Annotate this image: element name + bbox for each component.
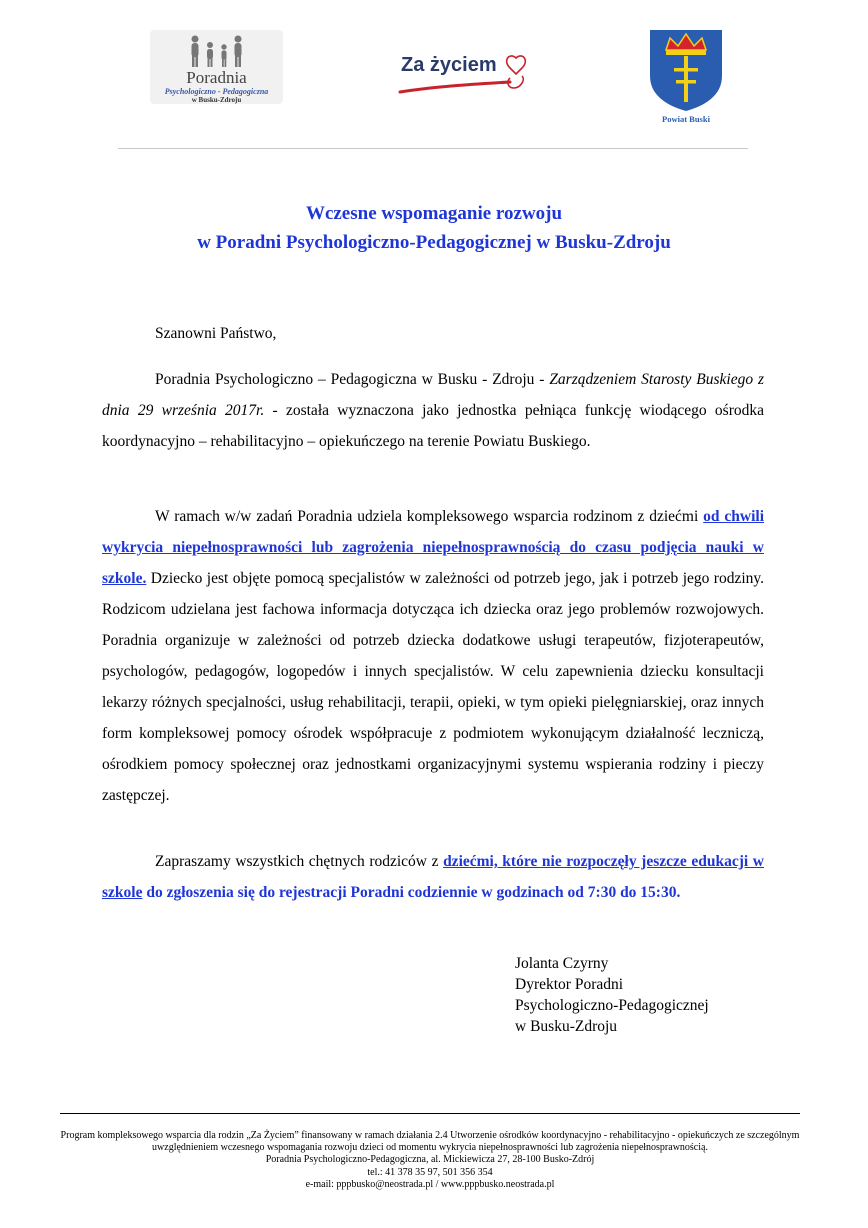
- signature-name: Jolanta Czyrny: [515, 955, 609, 972]
- footer-contact: e-mail: pppbusko@neostrada.pl / www.pppbusko.neostrada.pl: [305, 1178, 555, 1190]
- signature-role: Dyrektor Poradni: [515, 976, 624, 993]
- page-title-line1: Wczesne wspomaganie rozwoju: [305, 203, 563, 224]
- signature-block: [515, 953, 709, 1037]
- poradnia-logo: [150, 30, 283, 104]
- page-title-line2: w Poradni Psychologiczno-Pedagogicznej w Busku-Zdroju: [197, 232, 671, 253]
- header-divider: [118, 148, 748, 149]
- footer-divider: [60, 1113, 800, 1114]
- footer-phone: tel.: 41 378 35 97, 501 356 354: [367, 1166, 493, 1178]
- footer-program-info: Program kompleksowego wsparcia dla rodzin „Za Życiem” finansowany w ramach działania 2.4 Utworzenie ośrodków koordynacyjno - rehabilitacyjno - opiekuńczych ze szczególnym uwzględnieniem wczesnego wspomagania rozwoju dzieci od momentu wykrycia niepełnosprawności lub zagrożenia niepełnosprawnością.: [60, 1130, 800, 1154]
- footer-address: Poradnia Psychologiczno-Pedagogiczna, al. Mickiewicza 27, 28-100 Busko-Zdrój: [265, 1154, 595, 1166]
- letter-paragraph-2: W ramach w/w zadań Poradnia udziela kompleksowego wsparcia rodzinom z dziećmi od chwili wykrycia niepełnosprawności lub zagrożenia niepełnosprawnością do czasu podjęcia nauki w szkole. Dziecko jest objęte pomocą specjalistów w zależności od potrzeb jego, jak i potrzeb jego rodziny. Rodzicom udzielana jest fachowa informacja dotycząca ich dziecka oraz jego problemów rozwojowych. Poradnia organizuje w zależności od potrzeb dziecka dodatkowe usługi terapeutów, fizjoterapeutów, psychologów, pedagogów, logopedów i innych specjalistów. W celu zapewnienia dziecku konsultacji lekarzy różnych specjalności, usług rehabilitacji, terapii, opieki, w tym opieki pielęgniarskiej, oraz innych form kompleksowej pomocy ośrodek współpracuje z podmiotem wykonującym działalność leczniczą, ośrodkiem pomocy społecznej oraz jednostkami organizacyjnymi systemu wspierania rodziny i pieczy zastępczej.: [102, 508, 765, 804]
- signature-org: Psychologiczno-Pedagogicznej: [515, 997, 709, 1014]
- family-figures-icon: [186, 34, 246, 68]
- poradnia-logo-city: w Busku-Zdroju: [191, 96, 242, 104]
- letter-paragraph-1: Poradnia Psychologiczno – Pedagogiczna w Busku - Zdroju - Zarządzeniem Starosty Buskiego z dnia 29 września 2017r. - została wyznaczona jako jednostka pełniąca funkcję wiodącego ośrodka koordynacyjno – rehabilitacyjno – opiekuńczego na terenie Powiatu Buskiego.: [102, 371, 764, 450]
- support-period-highlight: od chwili wykrycia niepełnosprawności lub zagrożenia niepełnosprawnością do czasu podjęcia nauki w szkole.: [102, 508, 765, 587]
- letter-paragraph-3: Zapraszamy wszystkich chętnych rodziców z dziećmi, które nie rozpoczęły jeszcze edukacji w szkole do zgłoszenia się do rejestracji Poradni codziennie w godzinach od 7:30 do 15:30.: [102, 853, 764, 901]
- signature-city: w Busku-Zdroju: [515, 1018, 618, 1035]
- children-highlight: dziećmi, które nie rozpoczęły jeszcze edukacji w szkole: [102, 853, 764, 901]
- registration-hours: do zgłoszenia się do rejestracji Poradni codziennie w godzinach od 7:30 do 15:30.: [142, 884, 681, 901]
- powiat-buski-crest: [646, 28, 726, 132]
- coat-of-arms-icon: [646, 28, 726, 112]
- letter-greeting: Szanowni Państwo,: [155, 325, 277, 342]
- footer: [60, 1130, 800, 1191]
- poradnia-logo-name: Poradnia: [186, 68, 247, 87]
- powiat-buski-caption: Powiat Buski: [662, 114, 710, 124]
- ordinance-reference: Zarządzeniem Starosty Buskiego z dnia 29 września 2017r.: [102, 371, 764, 419]
- poradnia-logo-subtitle: Psychologiczno - Pedagogiczna: [164, 87, 269, 96]
- za-zyciem-logo: [398, 50, 543, 98]
- za-zyciem-logo-text: Za życiem: [401, 54, 497, 76]
